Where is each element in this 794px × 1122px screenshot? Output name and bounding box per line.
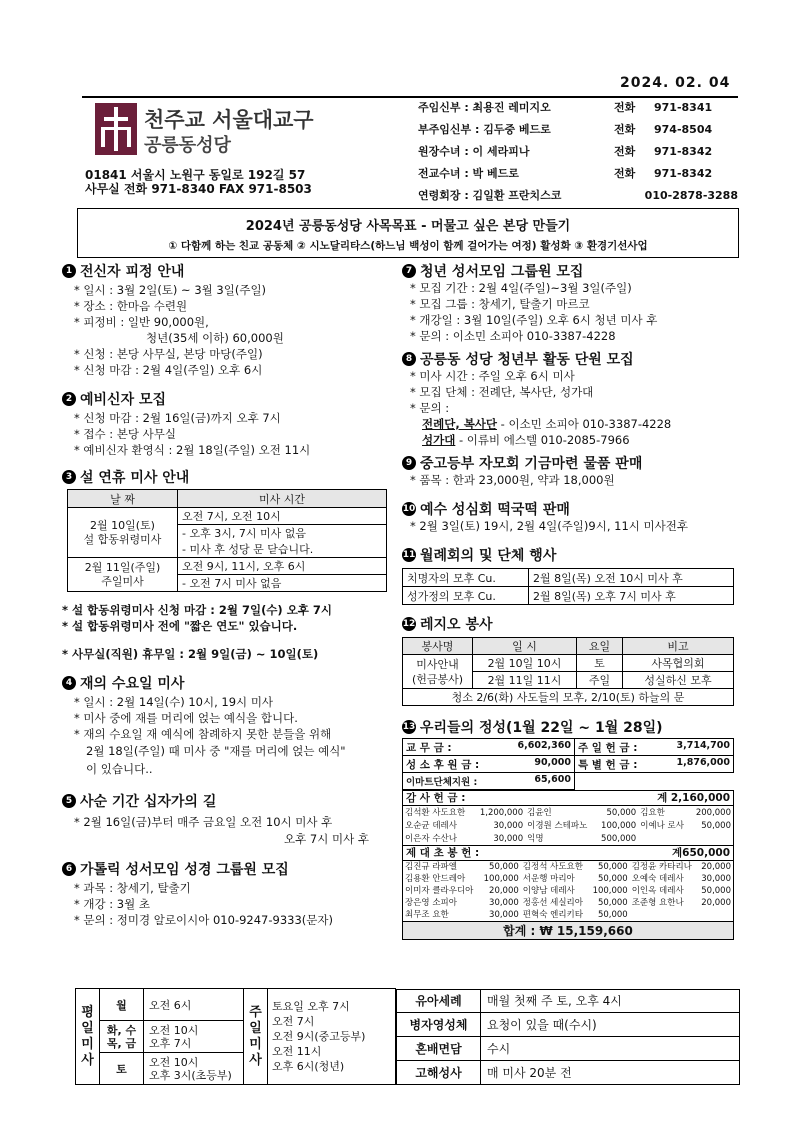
weekday-mass-label: 평일미사 xyxy=(76,989,100,1085)
sunday-mass-label: 주일미사 xyxy=(244,989,268,1085)
list-item: * 문의 : xyxy=(410,400,742,416)
list-item: * 과목 : 창세기, 탈출기 xyxy=(74,880,392,896)
new-year-mass-table: 날 짜 미사 시간 2월 10일(토) 설 합동위령미사 오전 7시, 오전 10시 - 오후 3시, 7시 미사 없음 - 미사 후 성당 문 닫습니다. 2월 11일(주일) 주일미사 오전 9시, 11시, 오후 6시 - 오전 7시 미사 없음 xyxy=(67,489,387,592)
list-item: * 신청 마감 : 2월 4일(주일) 오후 6시 xyxy=(74,362,392,378)
list-item: * 피정비 : 일반 90,000원, xyxy=(74,314,392,330)
list-item: * 품목 : 한과 23,000원, 약과 18,000원 xyxy=(410,472,742,488)
mass-schedule-table: 평일미사 월 오전 6시 주일미사 토요일 오후 7시 오전 7시 오전 9시(중고등부) 오전 11시 오후 6시(청년) 유아세례 매월 첫째 주 토, 오후 4시 병자영성체 요청이 있을 때(수시) 혼배면담 수시 고해성사 매 미사 20분 전 화, 수 목, 금 오전 10시 오후 7시 토 오전 10시 오후 3시(초등부) xyxy=(75,988,740,1085)
contact-line: 성가대 - 이류비 에스텔 010-2085-7966 xyxy=(422,433,630,447)
contact-row: 주임신부 : 최용진 레미지오 전화 971-8341 xyxy=(418,101,713,114)
contact-line: 전례단, 복사단 - 이소민 소피아 010-3387-4228 xyxy=(422,417,672,431)
offering-grand-total: 합계 : ₩ 15,159,660 xyxy=(402,921,734,940)
right-column xyxy=(402,262,742,940)
contacts-list xyxy=(418,97,738,207)
list-item: * 2월 3일(토) 19시, 2월 4일(주일)9시, 11시 미사전후 xyxy=(410,518,742,534)
thanks-offering-table: 김석환 사도요한 1,200,000 김윤인 50,000 김요한 200,000 오순균 데레사 30,000 이경원 스테파노 100,000 이예나 로사 50,000 이은자 수산나 30,000 익명 500,000 xyxy=(402,806,734,845)
bulletin-date: 2024. 02. 04 xyxy=(620,75,731,91)
altar-candle-table: 김진규 라파엘 50,000 김정석 사도요한 50,000 김정윤 카타리나 20,000 김용환 안드레아 100,000 서운행 마리아 50,000 오예숙 데레사 30,000 이미자 클라우디아 20,000 이양남 데레사 100,000 이인옥 데레사 50,000 장은영 소피아 30,000 정홍선 세실리아 50,000 조준형 요한나 20,000 최무조 요한 30,000 편혁숙 엔리키타 50,000 xyxy=(402,861,734,921)
contact-row: 전교수녀 : 박 베드로 전화 971-8342 xyxy=(418,167,713,180)
list-item: * 모집 그룹 : 창세기, 탈출기 마르코 xyxy=(410,296,742,312)
list-item: 2월 18일(주일) 때 미사 중 "재를 머리에 얹는 예식" xyxy=(86,744,346,758)
list-item: * 미사 시간 : 주일 오후 6시 미사 xyxy=(410,368,742,384)
contact-row: 부주임신부 : 김두중 베드로 전화 974-8504 xyxy=(418,123,713,136)
offering-summary-table: 교 무 금 : 6,602,360 주 일 헌 금 : 3,714,700 성 소 후 원 금 : 90,000 특 별 헌 금 : 1,876,000 이마트단체지원 : 65,600 xyxy=(402,738,734,790)
parish-name: 공릉동성당 xyxy=(144,135,231,156)
goal-title: 2024년 공릉동성당 사목목표 - 머물고 싶은 본당 만들기 xyxy=(245,219,571,234)
diocese-name: 천주교 서울대교구 xyxy=(144,108,314,132)
section-title: 12 레지오 봉사 xyxy=(402,617,493,633)
list-item: * 문의 : 정미경 알로이시아 010-9247-9333(문자) xyxy=(74,912,392,928)
section-title: 3 설 연휴 미사 안내 xyxy=(62,468,392,486)
address-line: 01841 서울시 노원구 동일로 192길 57 xyxy=(85,168,306,182)
pastoral-goal-box xyxy=(77,208,739,258)
list-item: * 장소 : 한마음 수련원 xyxy=(74,298,392,314)
note: * 설 합동위령미사 신청 마감 : 2월 7일(수) 오후 7시 xyxy=(62,602,392,618)
goal-items: ① 다함께 하는 친교 공동체 ② 시노달리타스(하느님 백성이 함께 걸어가는 여정) 활성화 ③ 환경기선사업 xyxy=(168,240,648,252)
office-phone-line: 사무실 전화 971-8340 FAX 971-8503 xyxy=(85,182,312,196)
section-title: 10 예수 성심회 떡국떡 판매 xyxy=(402,502,570,518)
section-title: 9 중고등부 자모회 기금마련 물품 판매 xyxy=(402,454,742,472)
note: * 사무실(직원) 휴무일 : 2월 9일(금) ~ 10일(토) xyxy=(62,646,392,662)
list-item: 오후 7시 미사 후 xyxy=(284,832,369,846)
list-item: * 미사 중에 재를 머리에 얹는 예식을 합니다. xyxy=(74,710,392,726)
list-item: * 문의 : 이소민 소피아 010-3387-4228 xyxy=(410,328,742,344)
list-item: * 2월 16일(금)부터 매주 금요일 오전 10시 미사 후 xyxy=(74,814,392,830)
list-item: * 예비신자 환영식 : 2월 18일(주일) 오전 11시 xyxy=(74,442,392,458)
contact-row: 원장수녀 : 이 세라피나 전화 971-8342 xyxy=(418,145,713,158)
list-item: * 일시 : 2월 14일(수) 10시, 19시 미사 xyxy=(74,694,392,710)
altar-candle-header: 제 대 초 봉 헌 : 계650,000 xyxy=(402,845,734,861)
section-title: 2 예비신자 모집 xyxy=(62,390,392,408)
list-item: * 모집 기간 : 2월 4일(주일)~3월 3일(주일) xyxy=(410,280,742,296)
section-title: 1 전신자 피정 안내 xyxy=(62,262,392,280)
thanks-offering-header: 감 사 헌 금 : 계 2,160,000 xyxy=(402,790,734,806)
section-title: 7 청년 성서모임 그룹원 모집 xyxy=(402,262,742,280)
mass-schedule xyxy=(75,988,740,1084)
section-title: 13 우리들의 정성(1월 22일 ~ 1월 28일) xyxy=(402,720,663,736)
list-item: * 신청 : 본당 사무실, 본당 마당(주일) xyxy=(74,346,392,362)
section-title: 11 월례회의 및 단체 행사 xyxy=(402,548,557,564)
list-item: * 개강 : 3월 초 xyxy=(74,896,392,912)
contact-row: 연령회장 : 김일환 프란치스코 010-2878-3288 xyxy=(418,189,738,202)
section-title: 4 재의 수요일 미사 xyxy=(62,674,392,692)
list-item: * 모집 단체 : 전례단, 복사단, 성가대 xyxy=(410,384,742,400)
meeting-table: 치명자의 모후 Cu. 2월 8일(목) 오전 10시 미사 후 성가정의 모후 Cu. 2월 8일(목) 오후 7시 미사 후 xyxy=(402,568,734,605)
section-title: 8 공릉동 성당 청년부 활동 단원 모집 xyxy=(402,350,742,368)
list-item: * 신청 마감 : 2월 16일(금)까지 오후 7시 xyxy=(74,410,392,426)
list-item: 이 있습니다.. xyxy=(86,762,153,776)
list-item: * 개강일 : 3월 10일(주일) 오후 6시 청년 미사 후 xyxy=(410,312,742,328)
note: * 설 합동위령미사 전에 "짧은 연도" 있습니다. xyxy=(62,618,392,634)
list-item: * 접수 : 본당 사무실 xyxy=(74,426,392,442)
section-title: 6 가톨릭 성서모임 성경 그룹원 모집 xyxy=(62,860,392,878)
left-column xyxy=(62,262,392,928)
list-item: * 일시 : 3월 2일(토) ~ 3월 3일(주일) xyxy=(74,282,392,298)
list-item: 청년(35세 이하) 60,000원 xyxy=(146,331,284,345)
legio-service-table: 봉사명 일 시 요일 비고 미사안내 (헌금봉사) 2월 10일 10시 토 사목협의회 2월 11일 11시 주일 성실하신 모후 청소 2/6(화) 사도들의 모후, 2/10(토) 하늘의 문 xyxy=(402,637,734,706)
church-logo-icon xyxy=(95,103,137,155)
list-item: * 재의 수요일 재 예식에 참례하지 못한 분들을 위해 xyxy=(74,726,392,742)
section-title: 5 사순 기간 십자가의 길 xyxy=(62,792,392,810)
